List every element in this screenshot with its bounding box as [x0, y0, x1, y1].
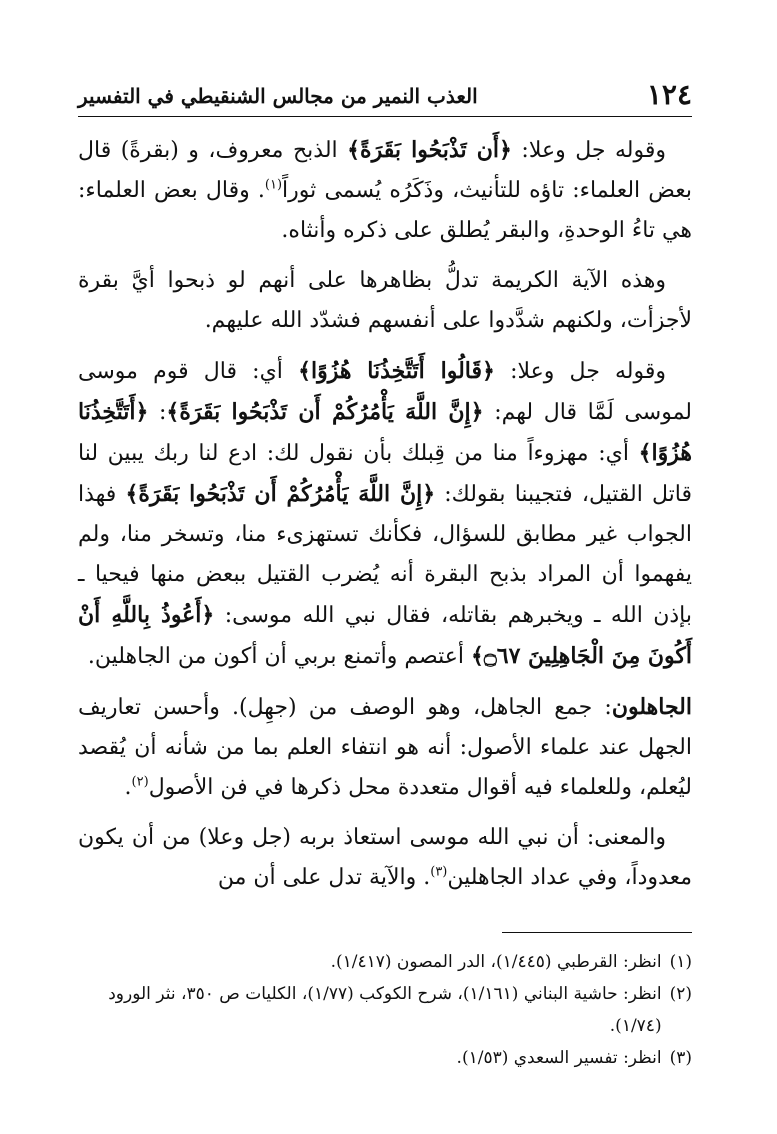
footnote	[78, 946, 692, 978]
text-run: .	[124, 775, 132, 800]
footnote-marker: (٣)	[430, 864, 448, 880]
footnotes	[78, 946, 692, 1074]
defined-term: الجاهلون	[611, 694, 692, 720]
footnote	[78, 978, 692, 1042]
text-run: : جمع الجاهل، وهو الوصف من (جهِل). وأحسن تعاريف الجهل عند علماء الأصول: أنه هو انتفاء العلم بما من شأنه أن يُقصد ليُعلم، وللعلماء فيه أقوال متعددة محل ذكرها في فن الأصول	[78, 695, 692, 800]
text-run: وقوله جل وعلا:	[494, 359, 666, 384]
footnote-text: انظر: القرطبي (١/٤٤٥)، الدر المصون (١/٤١٧).	[330, 952, 662, 972]
text-run: فهذا الجواب غير مطابق للسؤال، فكأنك تستهزىء منا، وتسخر منا، ولم يفهموا أن المراد بذبح البقرة أنه يُضرب القتيل ببعض منها فيحيا ـ بإذن الله ـ ويخبرهم بقاتله، فقال نبي الله موسى:	[78, 482, 692, 628]
text-run: أعتصم وأتمنع بربي أن أكون من الجاهلين.	[87, 644, 471, 669]
footnote-text: انظر: تفسير السعدي (١/٥٣).	[456, 1048, 662, 1068]
quran-verse: ﴿أَن تَذْبَحُوا بَقَرَةً﴾	[347, 137, 512, 163]
text-run: وقوله جل وعلا:	[511, 138, 666, 163]
text-run: أي: قال قوم موسى لموسى لَمَّا قال لهم:	[78, 359, 692, 425]
quran-verse: ﴿إِنَّ اللَّهَ يَأْمُرُكُمْ أَن تَذْبَحُوا بَقَرَةً﴾	[166, 399, 484, 425]
page-number: ١٢٤	[646, 78, 692, 111]
footnote-number: (٣)	[669, 1048, 692, 1068]
quran-verse: ﴿أَعُوذُ بِاللَّهِ أَنْ أَكُونَ مِنَ الْجَاهِلِينَ ۝٦٧﴾	[78, 602, 692, 669]
paragraph	[78, 130, 692, 251]
footnote-separator	[502, 932, 692, 933]
paragraph	[78, 351, 692, 677]
footnote-text: انظر: حاشية البناني (١/١٦١)، شرح الكوكب (١/٧٧)، الكليات ص ٣٥٠، نثر الورود (١/٧٤).	[108, 984, 662, 1036]
paragraph	[78, 687, 692, 808]
text-run: . وقال بعض العلماء: هي تاءُ الوحدةِ، والبقر يُطلق على ذكره وأنثاه.	[78, 178, 692, 243]
text-run: . والآية تدل على أن من	[217, 865, 431, 890]
text-run: وهذه الآية الكريمة تدلُّ بظاهرها على أنهم لو ذبحوا أيَّ بقرة لأجزأت، ولكنهم شدَّدوا على أنفسهم فشدّد الله عليهم.	[78, 268, 692, 333]
page-header	[78, 76, 692, 117]
quran-verse: ﴿إِنَّ اللَّهَ يَأْمُرُكُمْ أَن تَذْبَحُوا بَقَرَةً﴾	[125, 481, 436, 507]
running-title: العذب النمير من مجالس الشنقيطي في التفسير	[78, 84, 478, 108]
text-run: والمعنى: أن نبي الله موسى استعاذ بربه (جل وعلا) من أن يكون معدوداً، وفي عداد الجاهلين	[78, 825, 692, 890]
text-run: الذبح معروف، و (بقرةً) قال بعض العلماء: تاؤه للتأنيث، وذَكَرُه يُسمى ثوراً	[78, 138, 692, 203]
text-run: أي: مهزوءاً منا من قِبلك بأن نقول لك: ادع لنا ربك يبين لنا قاتل القتيل، فتجيبنا بقولك:	[78, 441, 692, 507]
quran-verse: ﴿قَالُوا أَتَتَّخِذُنَا هُزُوًا﴾	[298, 358, 495, 384]
text-run: :	[148, 400, 167, 425]
footnote-number: (١)	[669, 952, 692, 972]
paragraph	[78, 261, 692, 341]
footnote-number: (٢)	[669, 984, 692, 1004]
main-text	[78, 130, 692, 908]
quran-verse: ﴿أَتَتَّخِذُنَا هُزُوًا﴾	[78, 399, 692, 466]
footnote-marker: (١)	[264, 177, 283, 193]
paragraph	[78, 818, 692, 898]
footnote-marker: (٢)	[131, 774, 149, 790]
footnote	[78, 1042, 692, 1074]
